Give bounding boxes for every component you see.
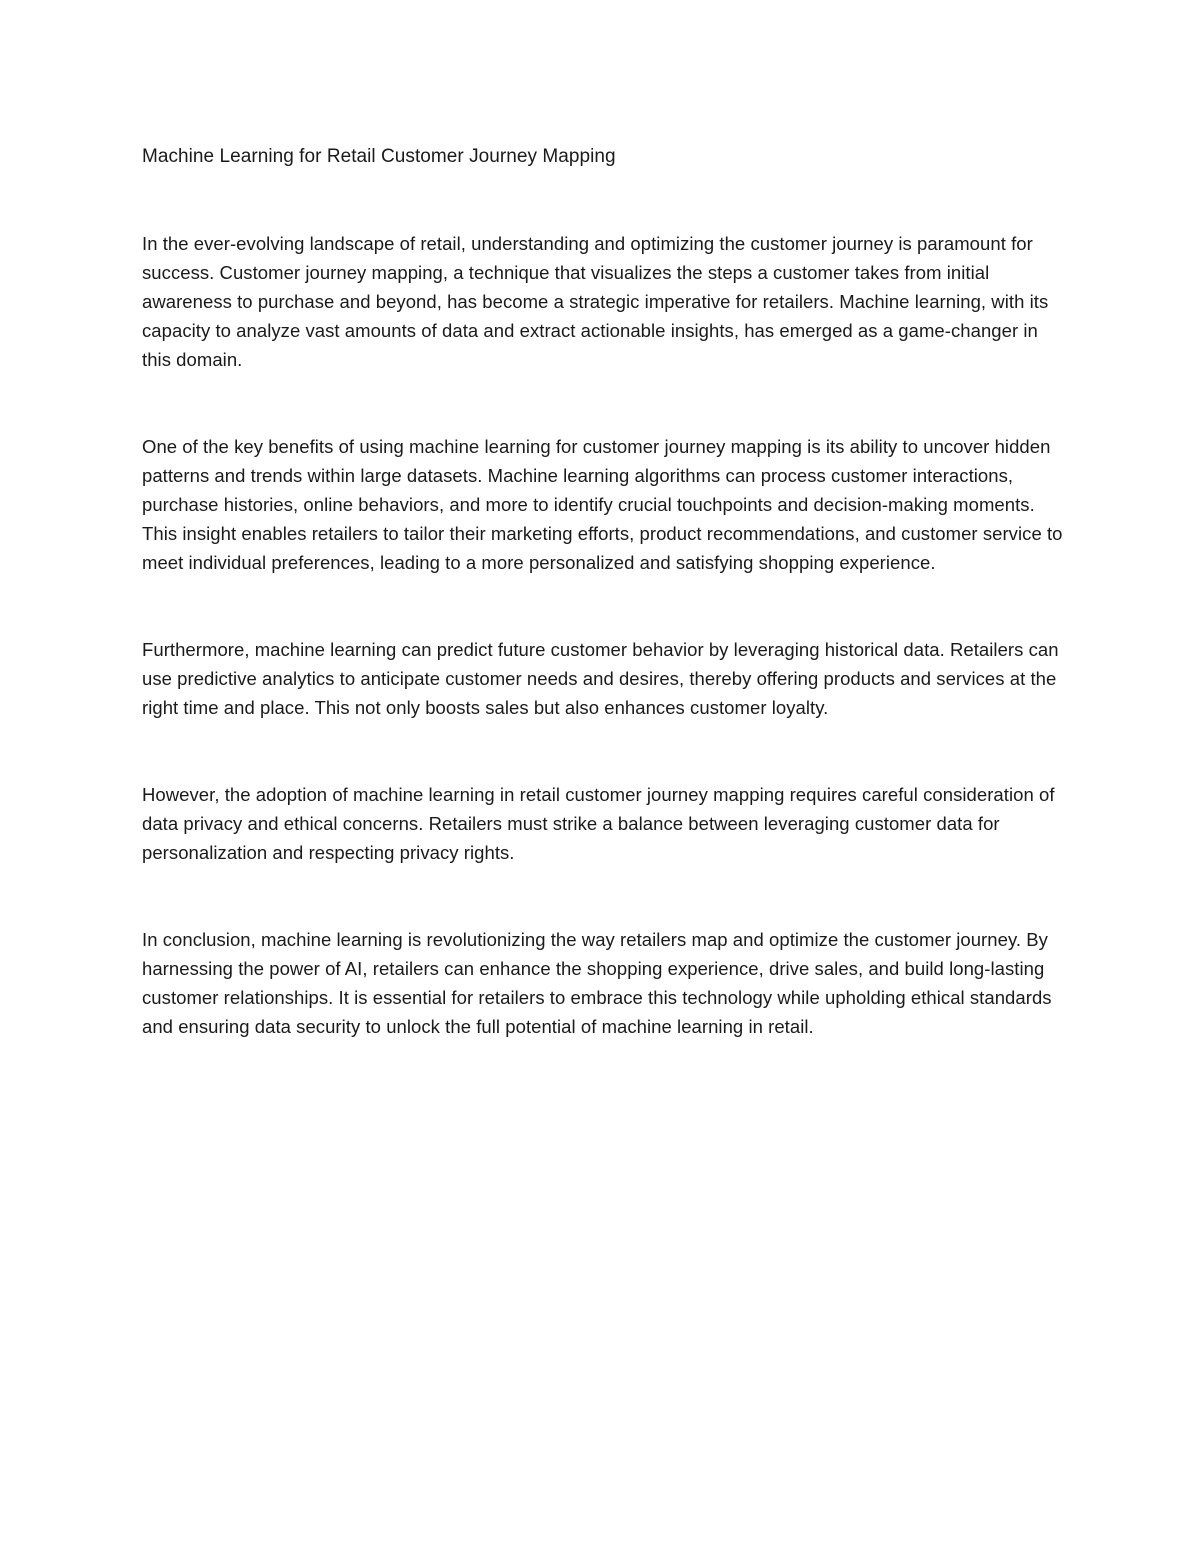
paragraph-privacy: However, the adoption of machine learning in retail customer journey mapping requires careful consideration of data privacy and ethical concerns. Retailers must strike a balance between leveraging customer data for personalization and respecting privacy rights. [142, 784, 1055, 863]
spacer [142, 722, 1067, 780]
paragraph-benefits: One of the key benefits of using machine learning for customer journey mapping is its ability to uncover hidden patterns and trends within large datasets. Machine learning algorithms can process customer interactions, purchase histories, online behaviors, and more to identify crucial touchpoints and decision-making moments. This insight enables retailers to tailor their marketing efforts, product recommendations, and customer service to meet individual preferences, leading to a more personalized and satisfying shopping experience. [142, 436, 1063, 573]
document-body [142, 142, 1067, 1041]
paragraph-intro: In the ever-evolving landscape of retail, understanding and optimizing the customer journey is paramount for success. Customer journey mapping, a technique that visualizes the steps a customer takes from initial awareness to purchase and beyond, has become a strategic imperative for retailers. Machine learning, with its capacity to analyze vast amounts of data and extract actionable insights, has emerged as a game-changer in this domain. [142, 233, 1049, 370]
paragraph-prediction: Furthermore, machine learning can predict future customer behavior by leveraging historical data. Retailers can use predictive analytics to anticipate customer needs and desires, thereby offering products and services at the right time and place. This not only boosts sales but also enhances customer loyalty. [142, 639, 1059, 718]
spacer [142, 374, 1067, 432]
spacer [142, 867, 1067, 925]
paragraph-conclusion: In conclusion, machine learning is revolutionizing the way retailers map and optimize the customer journey. By harnessing the power of AI, retailers can enhance the shopping experience, drive sales, and build long-lasting customer relationships. It is essential for retailers to embrace this technology while upholding ethical standards and ensuring data security to unlock the full potential of machine learning in retail. [142, 929, 1052, 1037]
document-title: Machine Learning for Retail Customer Journey Mapping [142, 146, 616, 167]
spacer [142, 171, 1067, 229]
spacer [142, 577, 1067, 635]
